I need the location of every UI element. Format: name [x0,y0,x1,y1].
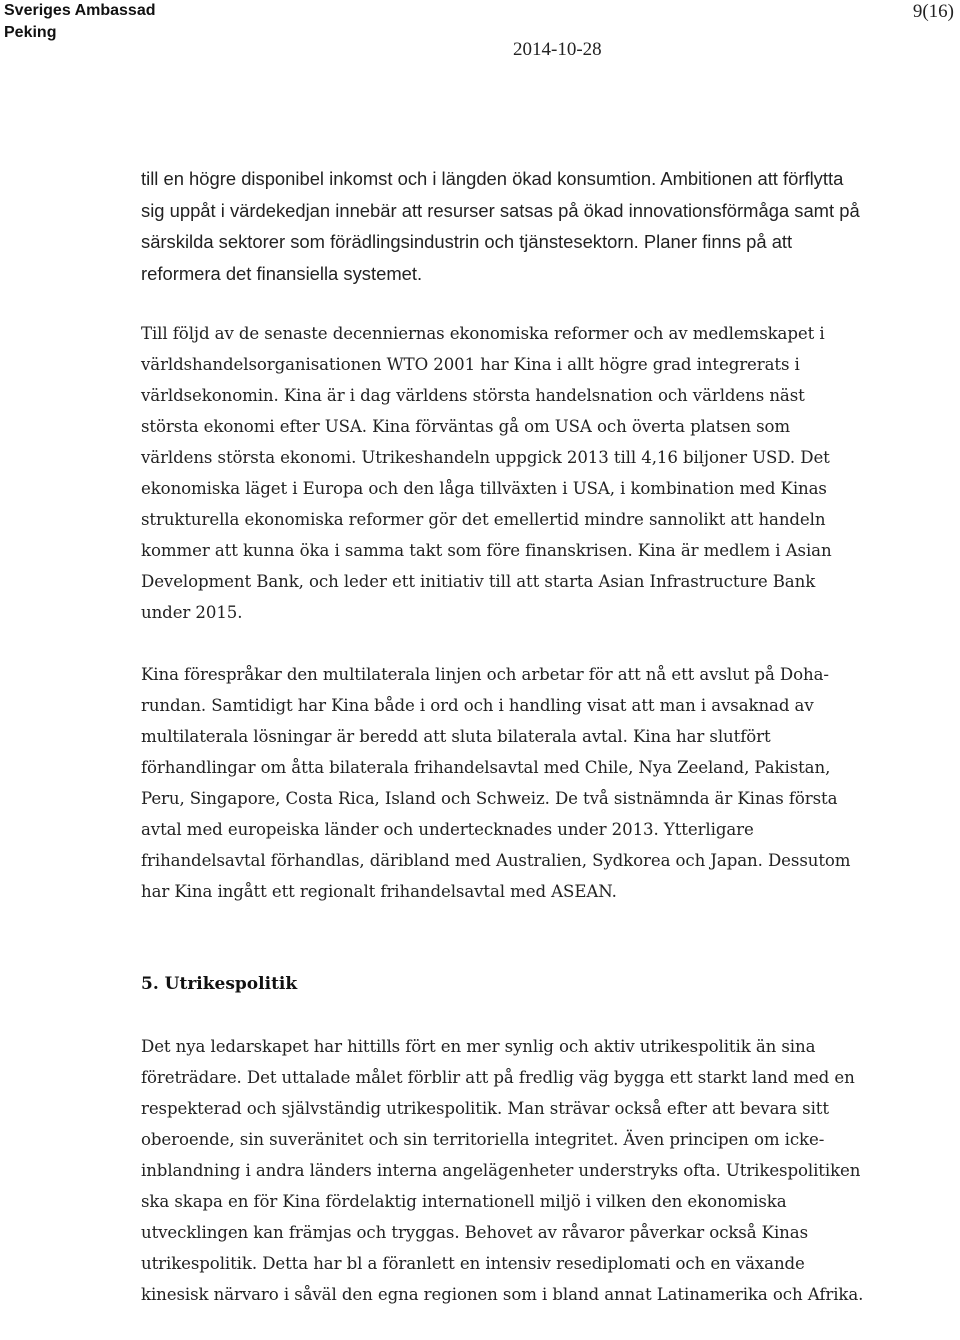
paragraph-foreign-policy: Det nya ledarskapet har hittills fört en mer synlig och aktiv utrikespolitik än sina företrädare. Det uttalade målet förblir att på fredlig väg bygga ett starkt land med en respekterad och självständig utrikespolitik. Man strävar också efter att bevara sitt oberoende, sin suveränitet och sin territoriella integritet. Även principen om icke-inblandning i andra länders interna angelägenheter understryks ofta. Utrikespolitiken ska skapa en för Kina fördelaktig internationell miljö i vilken den ekonomiska utvecklingen kan främjas och tryggas. Behovet av råvaror påverkar också Kinas utrikespolitik. Detta har bl a föranlett en intensiv resediplomati och en växande kinesisk närvaro i såväl den egna regionen som i bland annat Latinamerika och Afrika. [141,1037,864,1304]
paragraph-free-trade-agreements: Kina förespråkar den multilaterala linjen och arbetar för att nå ett avslut på Doha-rundan. Samtidigt har Kina både i ord och i handling visat att man i avsaknad av multilaterala lösningar är beredd att sluta bilaterala avtal. Kina har slutfört förhandlingar om åtta bilaterala frihandelsavtal med Chile, Nya Zeeland, Pakistan, Peru, Singapore, Costa Rica, Island och Schweiz. De två sistnämnda är Kinas första avtal med europeiska länder och undertecknades under 2013. Ytterligare frihandelsavtal förhandlas, däribland med Australien, Sydkorea och Japan. Dessutom har Kina ingått ett regionalt frihandelsavtal med ASEAN. [141,665,851,901]
document-date: 2014-10-28 [513,39,602,60]
paragraph-trade-integration: Till följd av de senaste decenniernas ekonomiska reformer och av medlemskapet i världshandelsorganisationen WTO 2001 har Kina i allt högre grad integrerats i världsekonomin. Kina är i dag världens största handelsnation och världens näst största ekonomi efter USA. Kina förväntas gå om USA och överta platsen som världens största ekonomi. Utrikeshandeln uppgick 2013 till 4,16 biljoner USD. Det ekonomiska läget i Europa och den låga tillväxten i USA, i kombination med Kinas strukturella ekonomiska reformer gör det emellertid mindre sannolikt att handeln kommer att kunna öka i samma takt som före finanskrisen. Kina är medlem i Asian Development Bank, och leder ett initiativ till att starta Asian Infrastructure Bank under 2015. [141,324,832,622]
sender-organization [4,0,155,44]
org-line-1: Sveriges Ambassad [4,2,156,19]
paragraph-economy-intro: till en högre disponibel inkomst och i längden ökad konsumtion. Ambitionen att förflytta sig uppåt i värdekedjan innebär att resurser satsas på ökad innovationsförmåga samt på särskilda sektorer som förädlingsindustrin och tjänstesektorn. Planer finns på att reformera det finansiella systemet. [141,168,860,284]
org-line-2: Peking [4,24,57,41]
page-number: 9(16) [912,1,954,22]
section-heading: 5. Utrikespolitik [141,974,298,994]
